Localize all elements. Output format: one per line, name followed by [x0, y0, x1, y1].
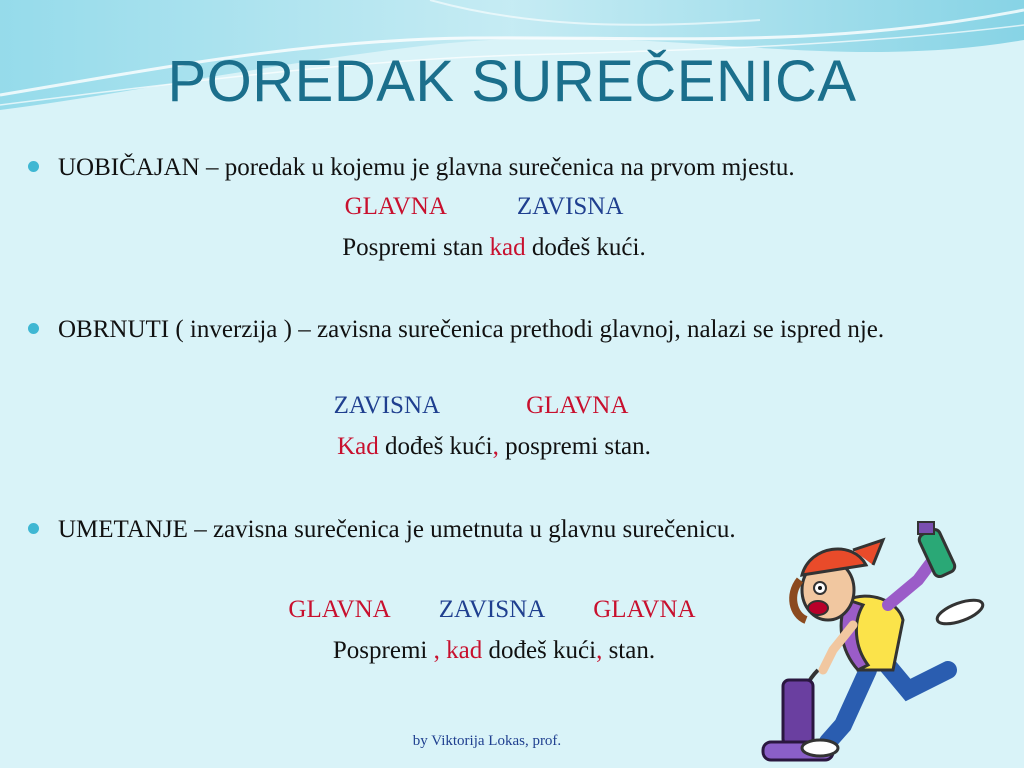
label-glavna: GLAVNA: [526, 392, 629, 419]
comma-mark: ,: [492, 433, 499, 460]
conjunction-keyword: Kad: [337, 433, 379, 460]
label-glavna: GLAVNA: [593, 596, 696, 623]
bullet-usual-order: [58, 150, 958, 186]
clause-labels-row: [0, 189, 996, 225]
conjunction-keyword: kad: [439, 637, 483, 664]
label-zavisna: ZAVISNA: [438, 596, 546, 623]
example-text: pospremi stan.: [498, 433, 651, 460]
slide-title: POREDAK SUREČENICA: [167, 49, 857, 114]
clause-labels-row: [0, 388, 993, 424]
example-text: dođeš kući: [482, 637, 597, 664]
label-zavisna: ZAVISNA: [516, 193, 624, 220]
example-text: Pospremi stan: [342, 234, 490, 261]
bullet-lead: UMETANJE: [58, 516, 188, 543]
label-glavna: GLAVNA: [344, 193, 447, 220]
example-text: dođeš kući.: [525, 234, 646, 261]
bullet-lead: UOBIČAJAN: [58, 154, 200, 181]
example-sentence: [0, 230, 1006, 266]
label-glavna: GLAVNA: [288, 596, 391, 623]
bullet-dot-icon: [28, 323, 39, 334]
bullet-inverted-order: [58, 312, 958, 348]
bullet-description: – poredak u kojemu je glavna surečenica na prvom mjestu.: [199, 154, 795, 181]
comma-mark: ,: [596, 637, 603, 664]
bullet-dot-icon: [28, 161, 39, 172]
example-text: Pospremi: [332, 637, 434, 664]
bullet-dot-icon: [28, 523, 39, 534]
comma-mark: ,: [433, 637, 440, 664]
bullet-lead: OBRNUTI ( inverzija ): [58, 316, 292, 343]
example-sentence: [0, 429, 1006, 465]
bullet-description: – zavisna surečenica je umetnuta u glavnu surečenicu.: [187, 516, 736, 543]
label-zavisna: ZAVISNA: [333, 392, 441, 419]
example-text: stan.: [602, 637, 656, 664]
bullet-description: – zavisna surečenica prethodi glavnoj, nalazi se ispred nje.: [291, 316, 885, 343]
author-credit: by Viktorija Lokas, prof.: [412, 733, 562, 749]
example-text: dođeš kući: [378, 433, 493, 460]
cleaning-cartoon-icon: [758, 520, 998, 765]
conjunction-keyword: kad: [489, 234, 526, 261]
